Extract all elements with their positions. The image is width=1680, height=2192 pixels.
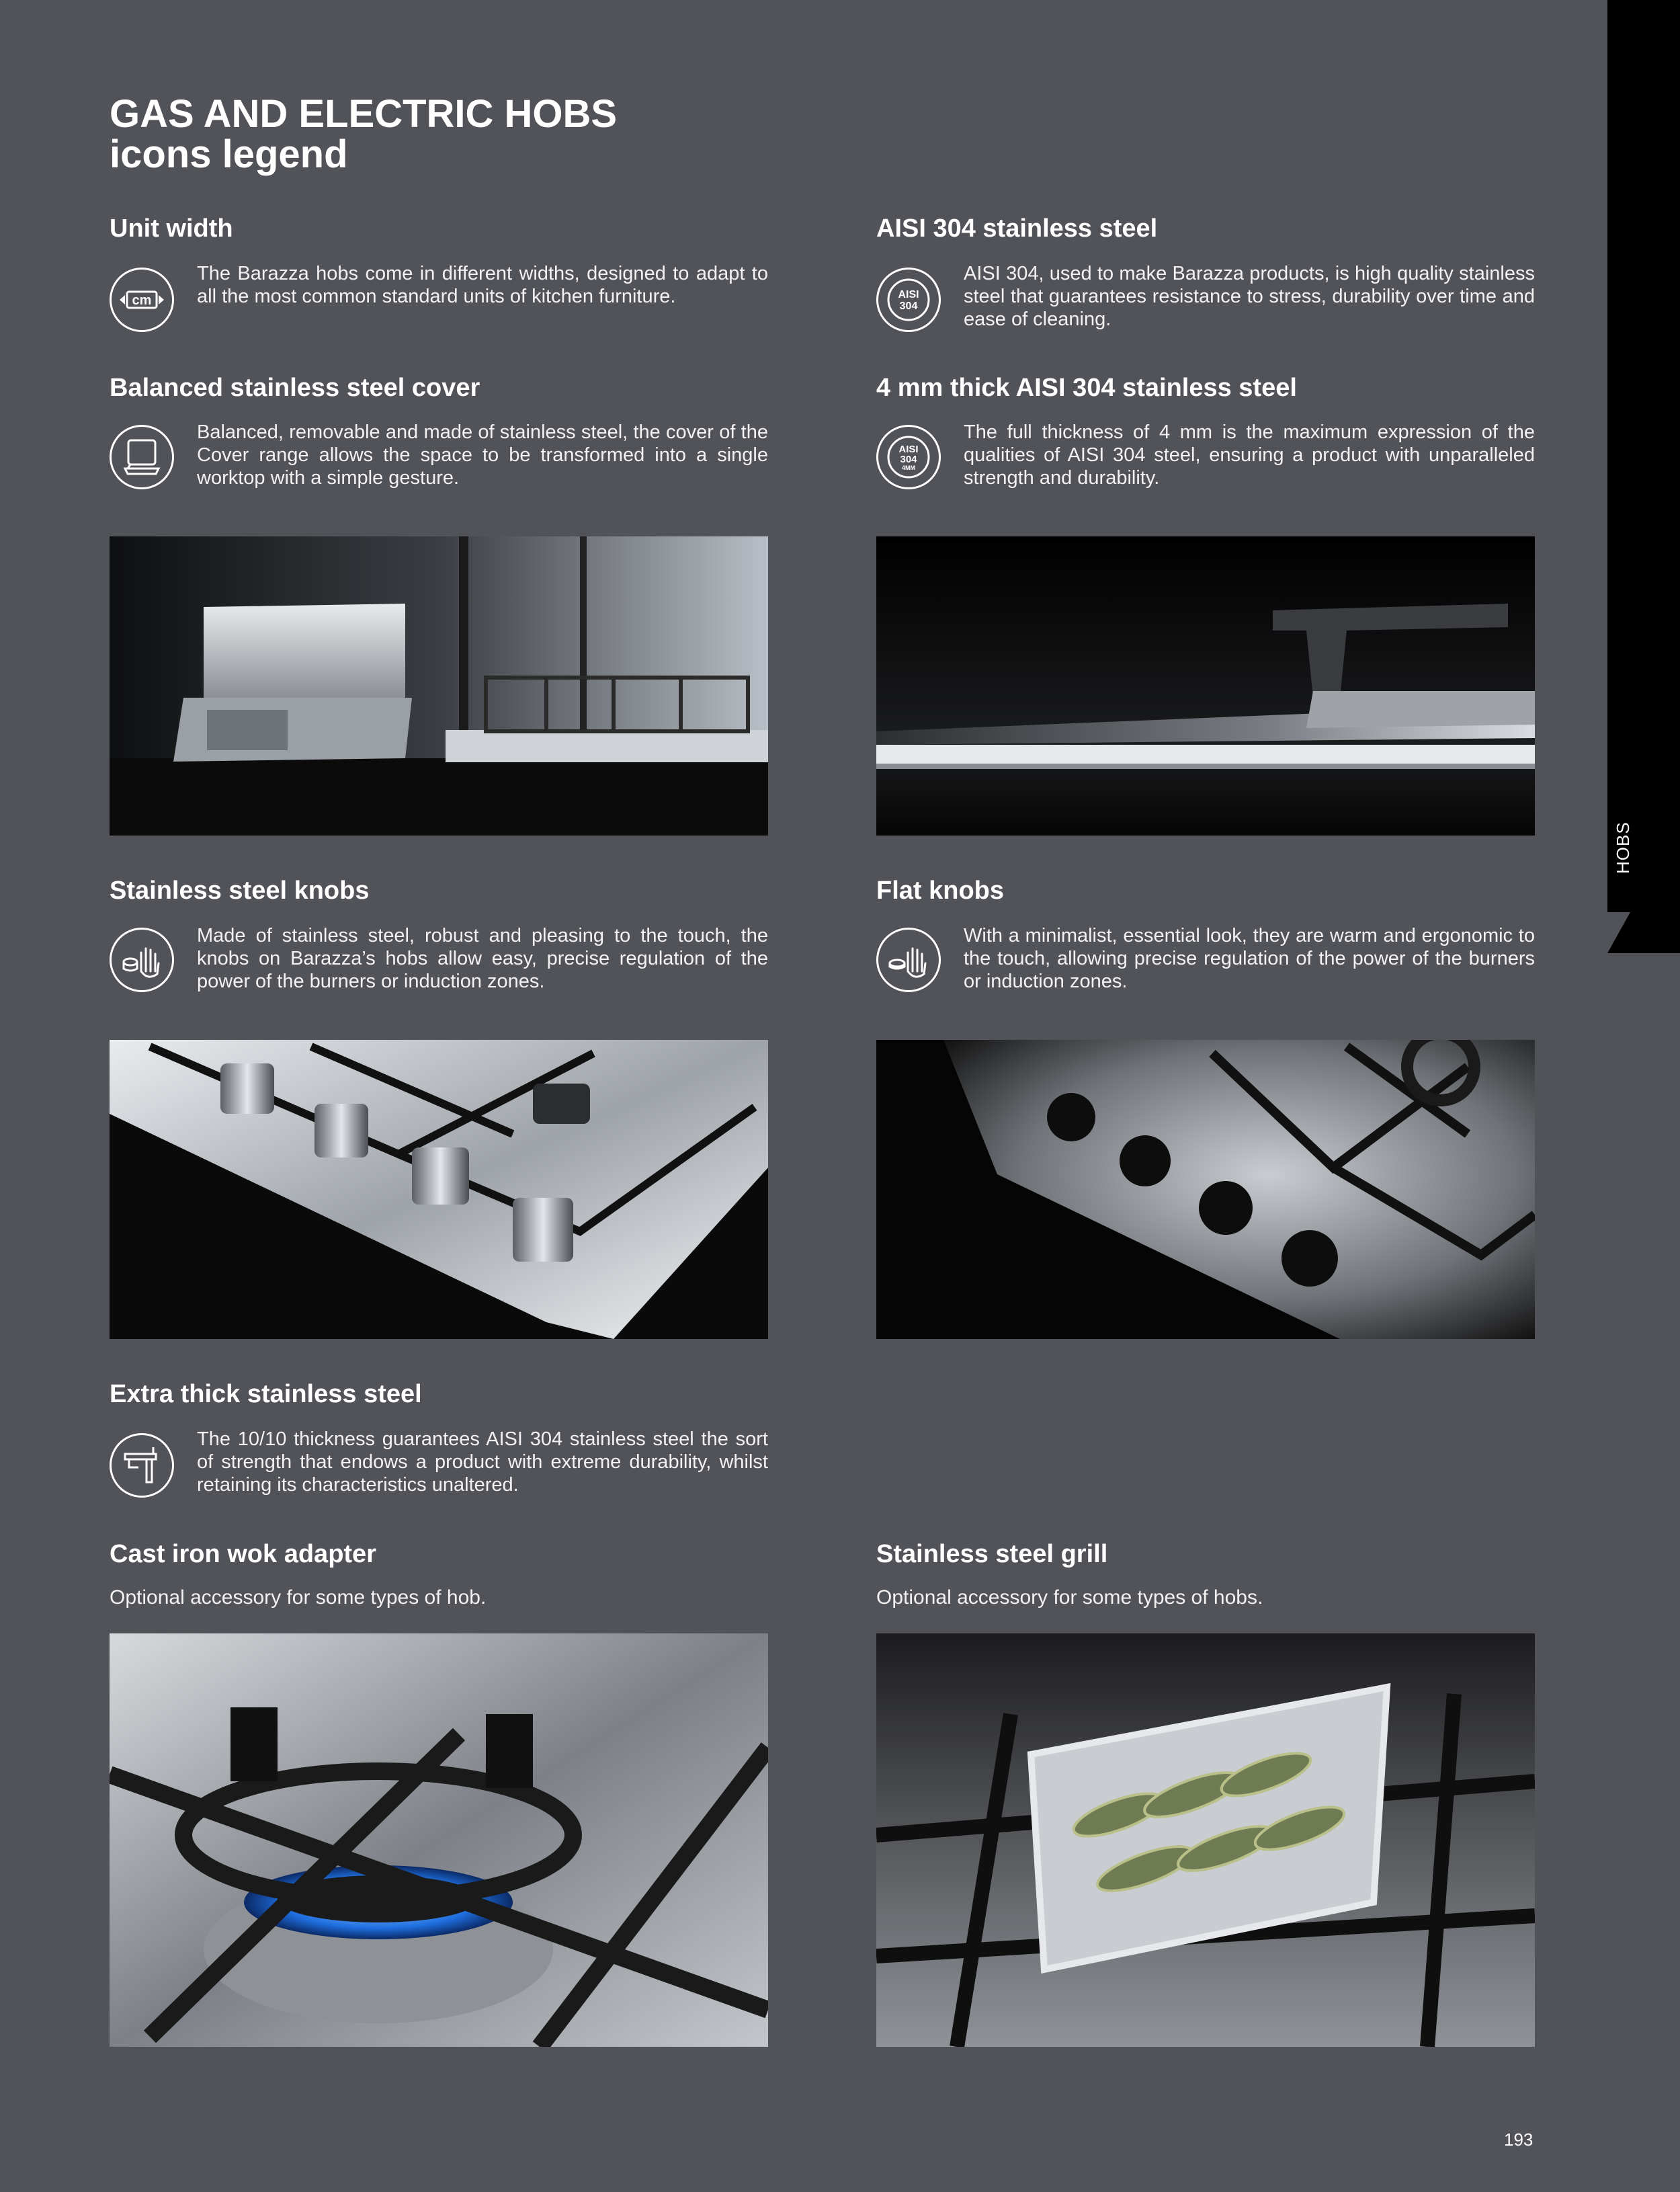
unit-width-heading: Unit width bbox=[110, 214, 233, 243]
flat-knobs-text: With a minimalist, essential look, they are warm and ergonomic to the touch, allowing precise regulation of the power of the burners or induction zones. bbox=[964, 925, 1535, 992]
aisi-304-text: AISI 304, used to make Barazza products, is high quality stainless steel that guarantees resistance to stress, durability over time and ease of cleaning. bbox=[964, 263, 1535, 330]
page-title-line2: icons legend bbox=[110, 132, 348, 176]
steel-knobs-heading: Stainless steel knobs bbox=[110, 877, 370, 905]
extra-thick-heading: Extra thick stainless steel bbox=[110, 1380, 422, 1408]
balanced-cover-heading: Balanced stainless steel cover bbox=[110, 374, 480, 402]
wok-adapter-text: Optional accessory for some types of hob. bbox=[110, 1586, 487, 1609]
page-title-line1: GAS AND ELECTRIC HOBS bbox=[110, 92, 618, 136]
cm-icon-text: cm bbox=[132, 293, 152, 308]
flat-knob-hand-icon bbox=[876, 928, 941, 992]
steel-grill-photo bbox=[876, 1633, 1535, 2047]
steel-knobs-photo bbox=[110, 1040, 768, 1339]
side-tab bbox=[1607, 0, 1680, 953]
aisi-icon-text2: 304 bbox=[899, 300, 918, 312]
page-title bbox=[110, 94, 617, 175]
cover-icon bbox=[110, 425, 174, 489]
wok-adapter-heading: Cast iron wok adapter bbox=[110, 1540, 376, 1568]
aisi-4mm-text: The full thickness of 4 mm is the maximum expression of the qualities of AISI 304 steel, ensuring a product with unparalleled strength and durability. bbox=[964, 421, 1535, 489]
wok-adapter-photo bbox=[110, 1633, 768, 2047]
balanced-cover-text: Balanced, removable and made of stainless steel, the cover of the Cover range allows the space to be transformed into a single worktop with a simple gesture. bbox=[197, 421, 768, 489]
knob-hand-icon bbox=[110, 928, 174, 992]
flat-knobs-photo bbox=[876, 1040, 1535, 1339]
flat-knobs-heading: Flat knobs bbox=[876, 877, 1005, 905]
side-tab-label: HOBS bbox=[1613, 821, 1633, 874]
steel-grill-text: Optional accessory for some types of hobs. bbox=[876, 1586, 1263, 1609]
aisi-304-4mm-icon bbox=[876, 425, 941, 489]
extra-thick-text: The 10/10 thickness guarantees AISI 304 stainless steel the sort of strength that endows a product with extreme durability, whilst retaining its characteristics unaltered. bbox=[197, 1428, 768, 1496]
unit-width-text: The Barazza hobs come in different widths, designed to adapt to all the most common standard units of kitchen furniture. bbox=[197, 263, 768, 307]
cm-arrows-icon bbox=[110, 268, 174, 332]
side-tab-tip bbox=[1607, 912, 1630, 953]
aisi-304-heading: AISI 304 stainless steel bbox=[876, 214, 1158, 243]
thick-steel-photo bbox=[876, 536, 1535, 836]
aisi-icon-text1: AISI bbox=[898, 289, 919, 300]
aisi-304-icon bbox=[876, 268, 941, 332]
aisi4-icon-text2: 304 bbox=[900, 454, 917, 465]
cover-hob-photo bbox=[110, 536, 768, 836]
page-number: 193 bbox=[1504, 2129, 1534, 2150]
aisi4-icon-text1: AISI bbox=[898, 444, 919, 455]
aisi-4mm-heading: 4 mm thick AISI 304 stainless steel bbox=[876, 374, 1297, 402]
aisi4-icon-text3: 4MM bbox=[902, 464, 915, 471]
steel-knobs-text: Made of stainless steel, robust and pleasing to the touch, the knobs on Barazza’s hobs allow easy, precise regulation of the power of the burners or induction zones. bbox=[197, 925, 768, 992]
steel-grill-heading: Stainless steel grill bbox=[876, 1540, 1108, 1568]
caliper-icon bbox=[110, 1433, 174, 1498]
